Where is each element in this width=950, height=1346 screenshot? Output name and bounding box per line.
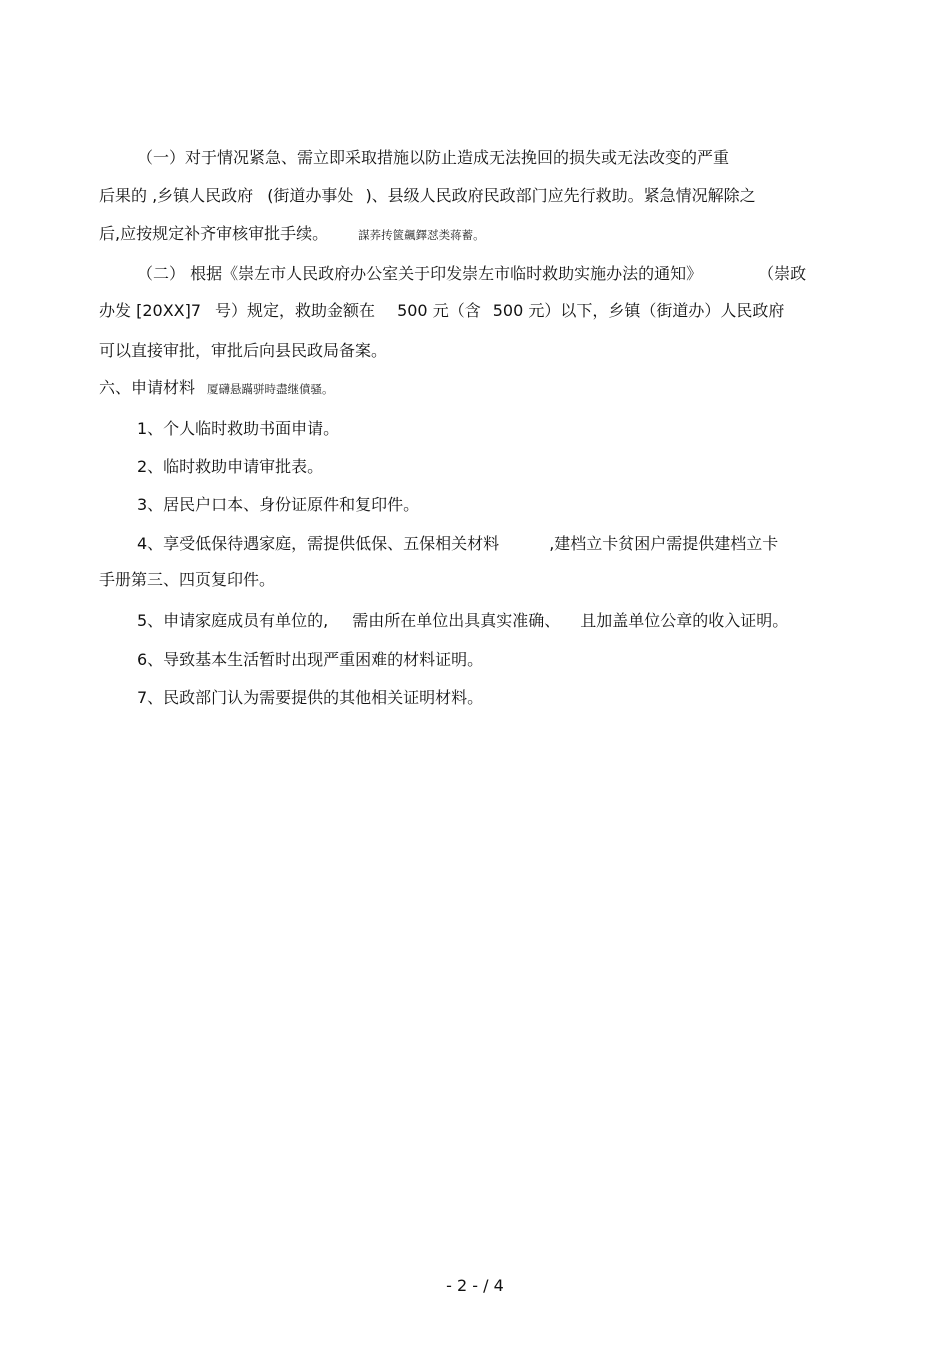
list-item (137, 534, 778, 554)
garbled-text: 厦礴悬蹣骈時盡继僨骚。 (207, 382, 334, 396)
text-segment: 后果的 ,乡镇人民政府 (99, 186, 254, 205)
text-segment: (街道办事处 (267, 186, 354, 205)
list-item-text: 3、居民户口本、身份证原件和复印件。 (137, 495, 420, 514)
text-segment: 后,应按规定补齐审核审批手续。 (99, 224, 329, 243)
text-segment: 号）规定，救助金额在 (215, 301, 376, 320)
text-segment: 500 元）以下，乡镇（街道办）人民政府 (492, 301, 785, 320)
text-segment: )、县级人民政府民政部门应先行救助。紧急情况解除之 (365, 186, 756, 205)
paragraph-authority-line2 (99, 301, 784, 321)
text-segment: （崇政 (758, 264, 807, 283)
paragraph-authority-line1 (137, 264, 806, 284)
paragraph-emergency-line2 (99, 186, 756, 206)
list-item-text: 且加盖单位公章的收入证明。 (580, 611, 789, 630)
text-segment: （二） 根据《崇左市人民政府办公室关于印发崇左市临时救助实施办法的通知》 (137, 264, 703, 283)
paragraph-authority-line3 (99, 341, 387, 361)
list-item (137, 457, 323, 477)
garbled-text: 謀荞抟篋飆鐸怼类蒋蓄。 (358, 228, 485, 242)
list-item-text: 7、民政部门认为需要提供的其他相关证明材料。 (137, 688, 484, 707)
list-item-continuation (99, 570, 275, 590)
list-item-text: 4、享受低保待遇家庭，需提供低保、五保相关材料 (137, 534, 500, 553)
list-item-text: 手册第三、四页复印件。 (99, 570, 276, 589)
list-item-text: 2、临时救助申请审批表。 (137, 457, 324, 476)
text-segment: 可以直接审批，审批后向县民政局备案。 (99, 341, 388, 360)
list-item (137, 495, 419, 515)
list-item (137, 419, 339, 439)
list-item-text: 需由所在单位出具真实准确、 (352, 611, 561, 630)
list-item (137, 650, 483, 670)
list-item (137, 611, 788, 631)
list-item-text: 5、申请家庭成员有单位的, (137, 611, 329, 630)
text-segment: （一）对于情况紧急、需立即采取措施以防止造成无法挽回的损失或无法改变的严重 (137, 148, 730, 167)
list-item-text: 6、导致基本生活暂时出现严重困难的材料证明。 (137, 650, 484, 669)
page-number: - 2 - / 4 (446, 1276, 504, 1295)
list-item-text: 1、个人临时救助书面申请。 (137, 419, 340, 438)
heading-text: 六、申请材料 (99, 378, 196, 397)
paragraph-emergency-line1 (137, 148, 729, 168)
text-segment: 办发 [20XX]7 (99, 301, 202, 320)
list-item (137, 688, 483, 708)
paragraph-emergency-line3 (99, 224, 485, 245)
list-item-text: ,建档立卡贫困户需提供建档立卡 (549, 534, 779, 553)
section-heading-materials (99, 378, 334, 399)
text-segment: 500 元（含 (397, 301, 481, 320)
